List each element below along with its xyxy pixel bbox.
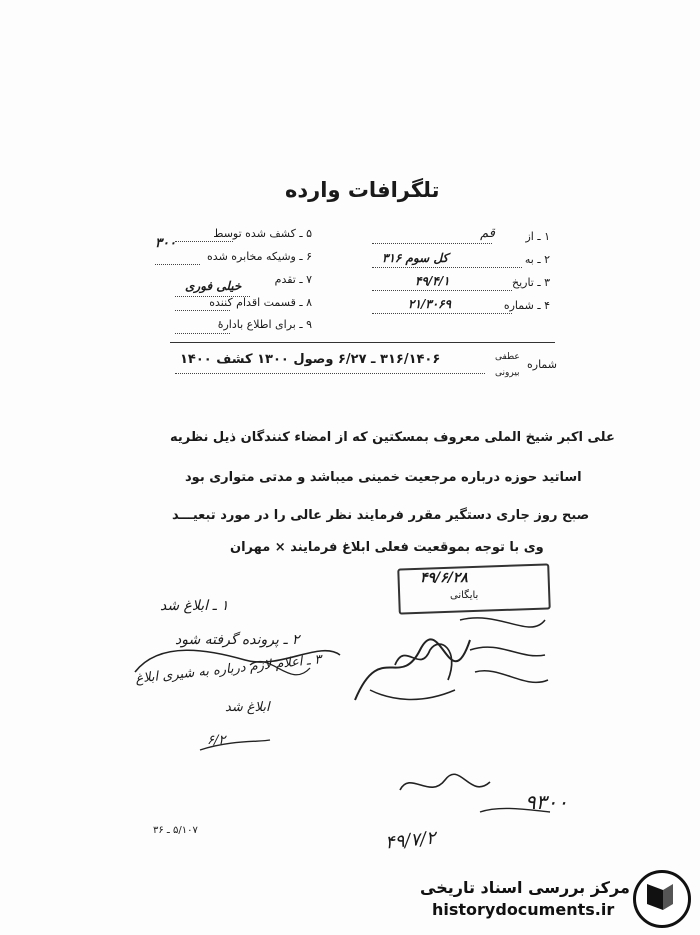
bottom-date: ۴۹/۷/۲ — [384, 827, 437, 854]
body-line-3: صبح روز جاری دستگیر مقرر فرمایند نظر عالی را در مورد تبعیـــد — [172, 508, 590, 523]
body-line-1: علی اکبر شیخ الملی معروف بمسکتین که از امضاء کنندگان ذیل نظریه — [170, 430, 615, 445]
reference-number-line: ۳۱۶/۱۴۰۶ ـ ۶/۲۷ وصول ۱۳۰۰ کشف ۱۴۰۰ — [180, 352, 441, 367]
field-from-label: ۱ ـ از — [525, 230, 550, 243]
number-label-top: عطفی — [495, 352, 520, 362]
number-label-bottom: بیرونی — [495, 368, 520, 378]
stamp-sub: بایگانی — [450, 590, 479, 601]
field-words-label: ۶ ـ وشیکه مخابره شده — [207, 250, 312, 263]
field-from-value: قم — [480, 226, 495, 241]
field-words-value: ۳۰۰ — [155, 236, 176, 251]
number-label-main: شماره — [527, 358, 558, 371]
note-line-2: ۲ ـ پرونده گرفته شود — [175, 632, 300, 648]
stamp-date: ۴۹/۶/۲۸ — [420, 570, 468, 586]
field-number-label: ۴ ـ شماره — [503, 299, 550, 312]
watermark-title: مرکز بررسی اسناد تاریخی — [420, 878, 630, 897]
bottom-number: ۹۳۰۰ — [525, 790, 568, 814]
note-line-4: ابلاغ شد — [225, 700, 270, 715]
watermark-logo — [633, 870, 691, 928]
document-title: تلگرافات وارده — [285, 178, 440, 202]
note-line-1: ۱ ـ ابلاغ شد — [160, 598, 229, 614]
body-line-4: وی با توجه بموقعیت فعلی ابلاغ فرمایند × مهران — [230, 540, 544, 555]
watermark-url: historydocuments.ir — [432, 900, 615, 919]
field-decoded-by-label: ۵ ـ کشف شده توسط — [213, 227, 312, 240]
field-number-value: ۲۱/۳۰۶۹ — [408, 297, 452, 311]
body-line-2: اساتید حوزه درباره مرجعیت خمینی میباشد و مدتی متواری بود — [185, 470, 582, 485]
field-to-label: ۲ ـ به — [524, 253, 550, 266]
note-line-3: ۳ ـ اعلام لازم درباره به شیری ابلاغ — [134, 652, 323, 687]
document-code: ۵/۱۰۷ ـ ۳۶ — [153, 825, 198, 836]
field-to-value: کل سوم ۳۱۶ — [382, 251, 449, 265]
field-priority-value: خیلی فوری — [185, 279, 242, 293]
field-date-label: ۳ ـ تاریخ — [511, 276, 550, 289]
field-action-label: ۸ ـ قسمت اقدام کننده — [209, 296, 312, 309]
note-small: ۶/۲ — [207, 733, 226, 748]
field-date-value: ۴۹/۴/۱ — [415, 274, 450, 288]
field-priority-label: ۷ ـ تقدم — [274, 273, 312, 286]
field-info-label: ۹ ـ برای اطلاع بادارهٔ — [217, 318, 312, 331]
